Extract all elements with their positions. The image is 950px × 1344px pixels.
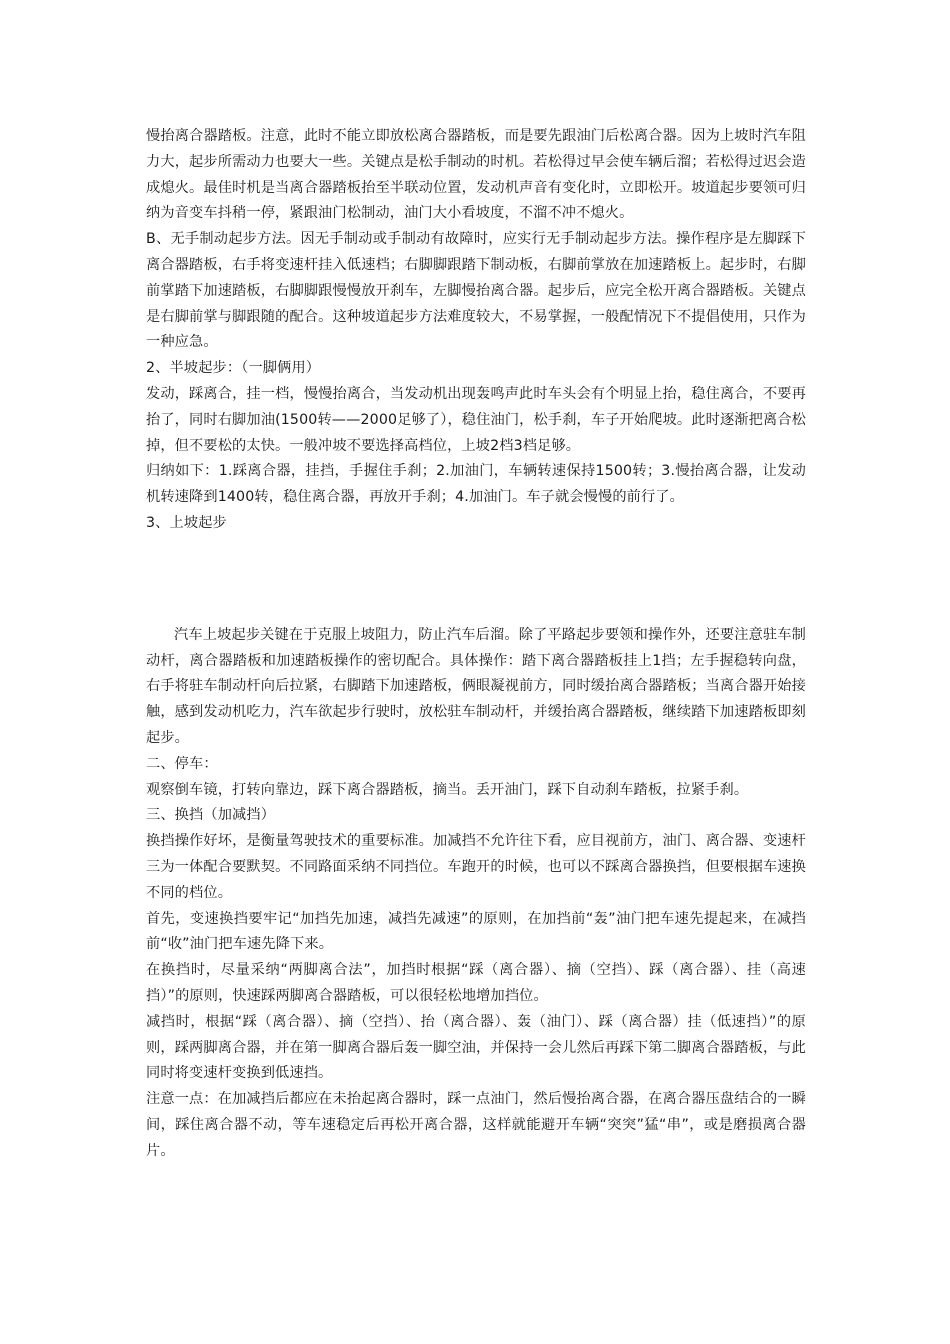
paragraph-no-handbrake-start: B、无手制动起步方法。因无手制动或手制动有故障时，应实行无手制动起步方法。操作程序是左脚踩下离合器踏板，右手将变速杆挂入低速档；右脚脚跟踏下制动板，右脚前掌放在加速踏板上。起步时，右脚前掌踏下加速踏板，右脚脚跟慢慢放开刹车，左脚慢抬离合器。起步后，应完全松开离合器踏板。关键点是右脚前掌与脚跟随的配合。这种坡道起步方法难度较大，不易掌握，一般配情况下不提倡使用，只作为一种应急。 xyxy=(146,231,806,351)
heading-uphill-start: 3、上坡起步 xyxy=(146,514,227,531)
paragraph-gear-shift-principle: 首先，变速换挡要牢记“加挡先加速，减挡先减速”的原则，在加挡前“轰”油门把车速先提起来，在减挡前“收”油门把车速先降下来。 xyxy=(146,910,806,953)
paragraph-downshift-method: 减挡时，根据“踩（离合器）、摘（空挡）、抬（离合器）、轰（油门）、踩（离合器）挂（低速挡）”的原则，踩两脚离合器，并在第一脚离合器后轰一脚空油，并保持一会儿然后再踩下第二脚离合器踏板，与此同时将变速杆变换到低速挡。 xyxy=(146,1013,806,1082)
paragraph-upshift-method: 在换挡时，尽量采纳“两脚离合法”，加挡时根据“踩（离合器）、摘（空挡）、踩（离合器）、挂（高速挡）”的原则，快速踩两脚离合器踏板，可以很轻松地增加挡位。 xyxy=(146,962,806,1004)
paragraph-half-slope-steps: 发动，踩离合，挂一档，慢慢抬离合，当发动机出现轰鸣声此时车头会有个明显上抬，稳住离合，不要再抬了，同时右脚加油(1500转——2000足够了），稳住油门，松手刹，车子开始爬坡。此时逐渐把离合松掉，但不要松的太快。一般冲坡不要选择高档位，上坡2档3档足够。 xyxy=(146,385,806,454)
blank-gap xyxy=(146,537,806,623)
document-page xyxy=(146,124,806,1164)
heading-parking: 二、停车： xyxy=(146,755,218,772)
paragraph-clutch-timing: 慢抬离合器踏板。注意，此时不能立即放松离合器踏板，而是要先跟油门后松离合器。因为上坡时汽车阻力大，起步所需动力也要大一些。关键点是松手制动的时机。若松得过早会使车辆后溜；若松得过迟会造成熄火。最佳时机是当离合器踏板抬至半联动位置，发动机声音有变化时，立即松开。坡道起步要领可归纳为音变车抖稍一停，紧跟油门松制动，油门大小看坡度，不溜不冲不熄火。 xyxy=(146,128,806,222)
paragraph-gear-shift-intro: 换挡操作好坏，是衡量驾驶技术的重要标准。加减挡不允许往下看，应目视前方，油门、离合器、变速杆三为一体配合要默契。不同路面采纳不同挡位。车跑开的时候，也可以不踩离合器换挡，但要根据车速换不同的档位。 xyxy=(146,833,806,901)
paragraph-uphill-start-detail: 汽车上坡起步关键在于克服上坡阻力，防止汽车后溜。除了平路起步要领和操作外，还要注意驻车制动杆，离合器踏板和加速踏板操作的密切配合。具体操作：踏下离合器踏板挂上1挡；左手握稳转向盘，右手将驻车制动杆向后拉紧，右脚踏下加速踏板，俩眼凝视前方，同时缓抬离合器踏板；当离合器开始接触，感到发动机吃力，汽车欲起步行驶时，放松驻车制动杆，并缓抬离合器踏板，继续踏下加速踏板即刻起步。 xyxy=(146,626,806,746)
heading-gear-shift: 三、换挡（加减挡） xyxy=(146,807,276,824)
paragraph-parking: 观察倒车镜，打转向靠边，踩下离合器踏板，摘当。丢开油门，踩下自动刹车踏板，拉紧手刹。 xyxy=(146,781,749,798)
paragraph-note: 注意一点：在加减挡后都应在未抬起离合器时，踩一点油门，然后慢抬离合器，在离合器压盘结合的一瞬间，踩住离合器不动，等车速稳定后再松开离合器，这样就能避开车辆“突突”猛“串”，或是磨损离合器片。 xyxy=(146,1091,806,1159)
heading-half-slope-start: 2、半坡起步：（一脚俩用） xyxy=(146,360,321,377)
paragraph-summary: 归纳如下：1.踩离合器，挂挡，手握住手刹；2.加油门，车辆转速保持1500转；3.慢抬离合器，让发动机转速降到1400转，稳住离合器，再放开手刹；4.加油门。车子就会慢慢的前行了。 xyxy=(146,463,806,506)
